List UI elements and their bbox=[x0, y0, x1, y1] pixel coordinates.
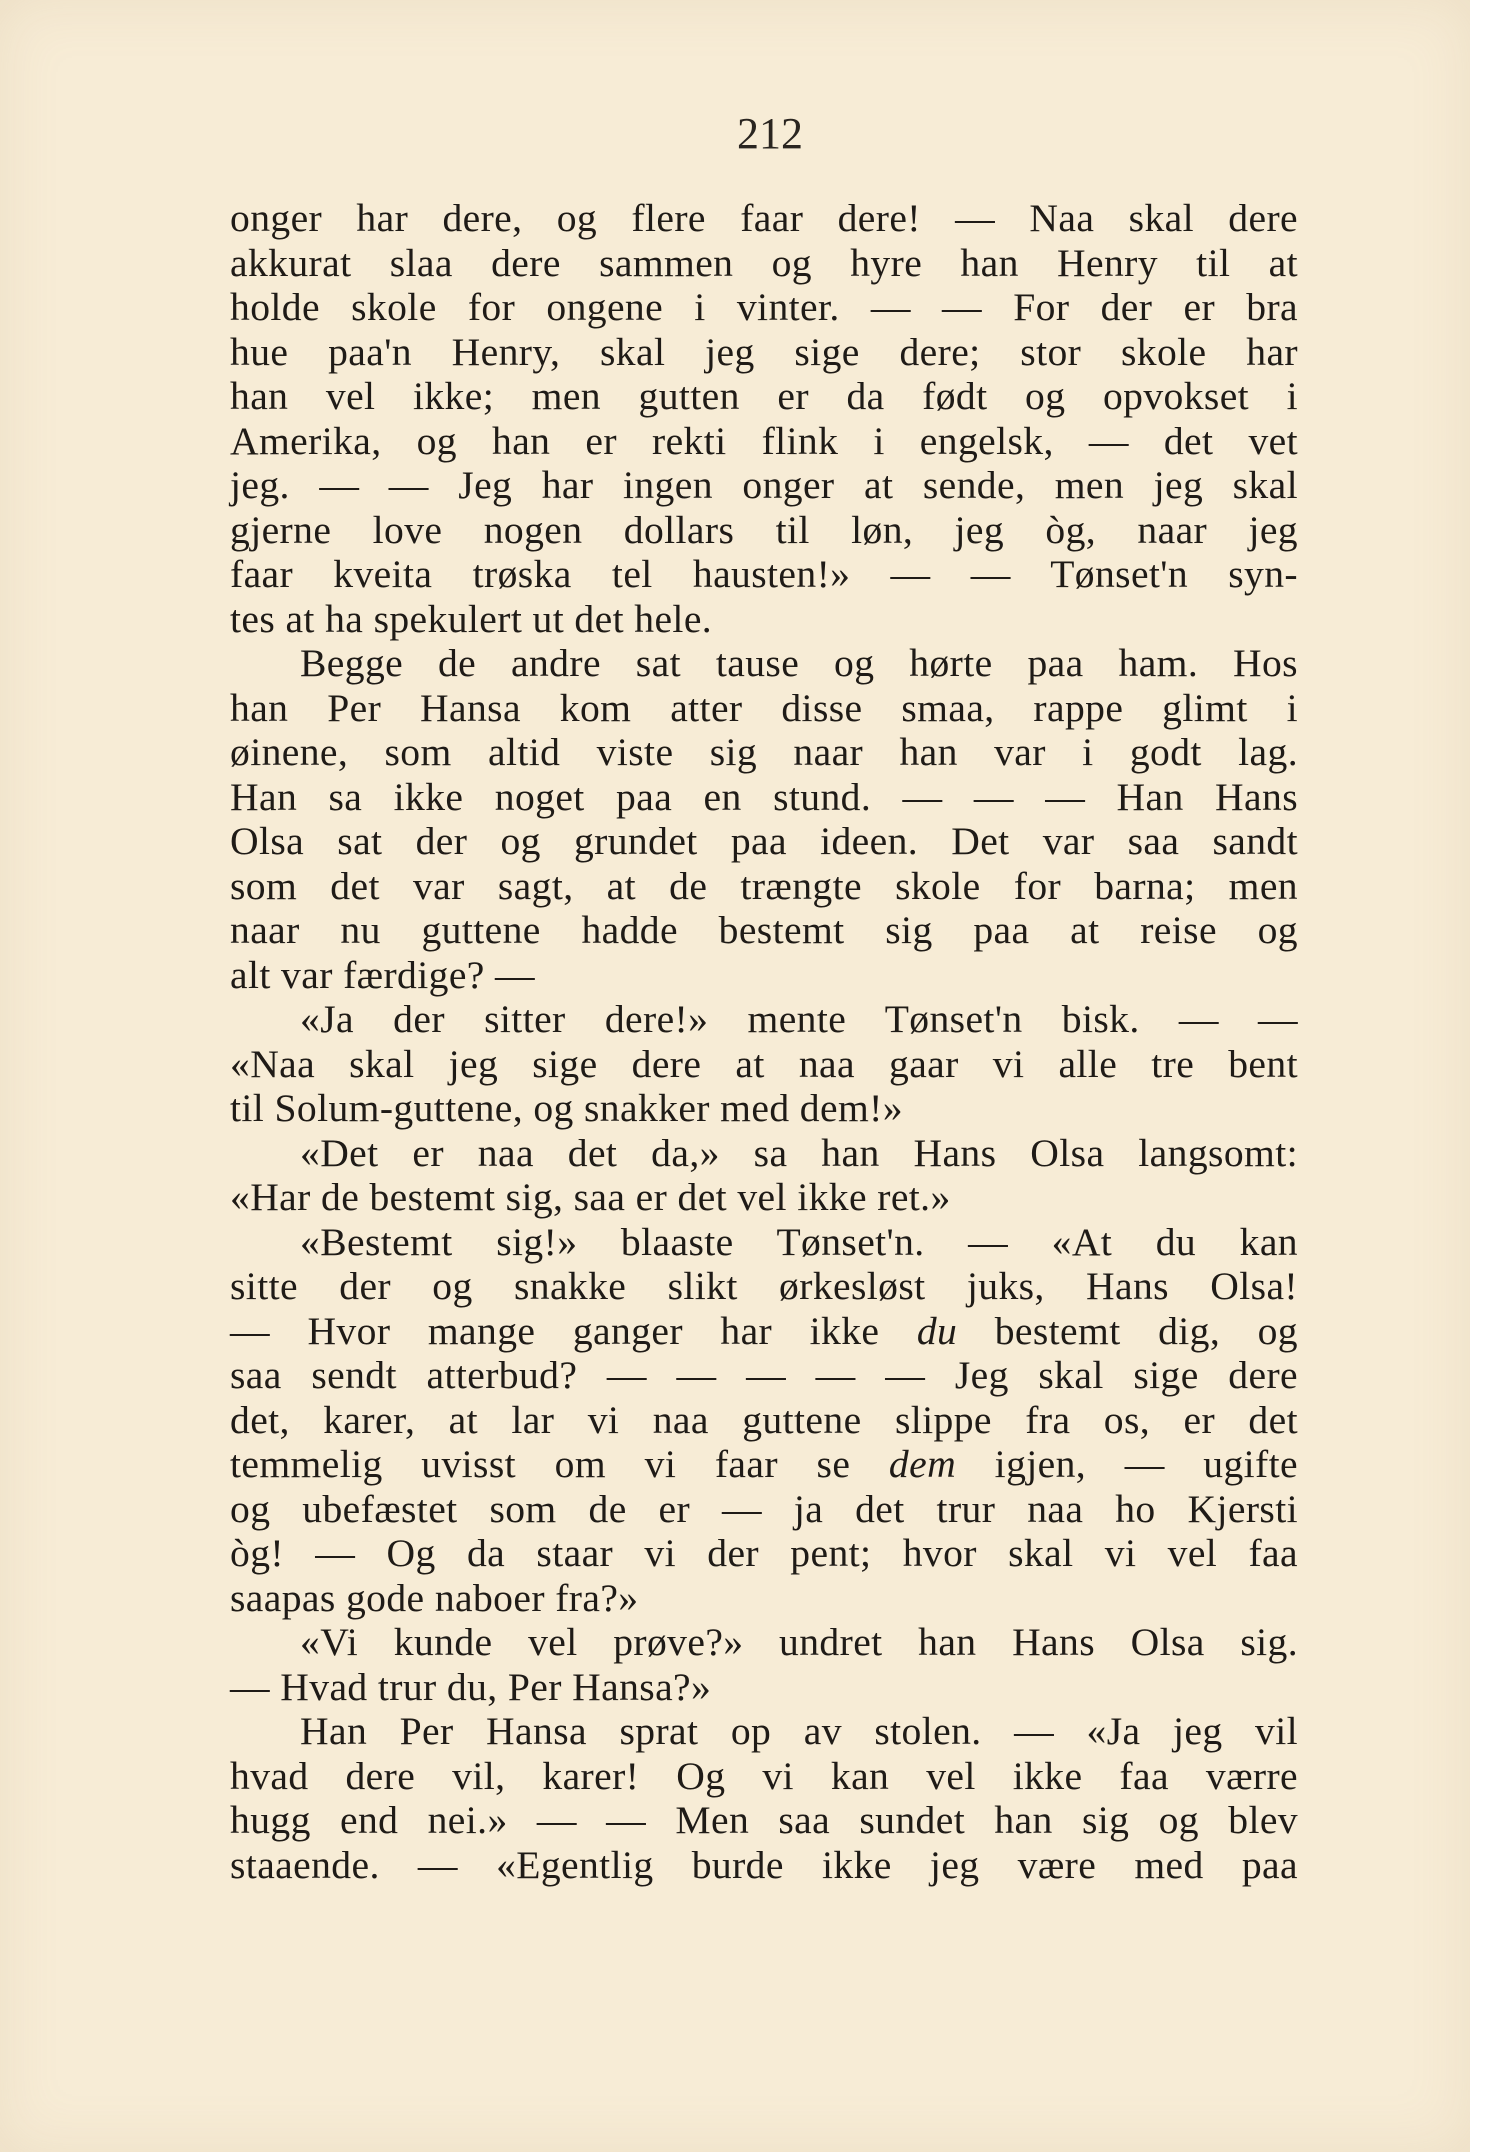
text-line: holde skole for ongene i vinter. — — For der er bra bbox=[230, 285, 1298, 329]
text-line: Begge de andre sat tause og hørte paa ham. Hos bbox=[300, 641, 1298, 685]
text-line: faar kveita trøska tel hausten!» — — Tønset'n syn- bbox=[230, 552, 1298, 596]
text-line: gjerne love nogen dollars til løn, jeg òg, naar jeg bbox=[230, 507, 1298, 552]
text-line: «Bestemt sig!» blaaste Tønset'n. — «At du kan bbox=[300, 1219, 1298, 1264]
text-line: Han Per Hansa sprat op av stolen. — «Ja jeg vil bbox=[300, 1709, 1298, 1753]
text-line: det, karer, at lar vi naa guttene slippe fra os, er det bbox=[230, 1397, 1298, 1442]
text-line: Han sa ikke noget paa en stund. — — — Han Hans bbox=[230, 774, 1298, 819]
text-line: øinene, som altid viste sig naar han var i godt lag. bbox=[230, 730, 1298, 774]
text-line: «Vi kunde vel prøve?» undret han Hans Olsa sig. bbox=[300, 1620, 1298, 1664]
text-line: — Hvor mange ganger har ikke du bestemt dig, og bbox=[230, 1308, 1298, 1353]
text-line: onger har dere, og flere faar dere! — Naa skal dere bbox=[230, 196, 1298, 240]
page-body-text bbox=[230, 196, 1298, 1887]
text-line: akkurat slaa dere sammen og hyre han Henry til at bbox=[230, 240, 1298, 285]
page-number: 212 bbox=[737, 109, 803, 158]
text-line: saa sendt atterbud? — — — — — Jeg skal sige dere bbox=[230, 1353, 1298, 1397]
text-line: hue paa'n Henry, skal jeg sige dere; stor skole har bbox=[230, 329, 1298, 374]
text-line: og ubefæstet som de er — ja det trur naa ho Kjersti bbox=[230, 1486, 1298, 1531]
text-line: alt var færdige? — bbox=[230, 952, 536, 997]
text-line: temmelig uvisst om vi faar se dem igjen, — ugifte bbox=[230, 1442, 1299, 1486]
text-line: naar nu guttene hadde bestemt sig paa at reise og bbox=[230, 908, 1298, 952]
text-line: «Det er naa det da,» sa han Hans Olsa langsomt: bbox=[300, 1130, 1298, 1175]
text-line: hvad dere vil, karer! Og vi kan vel ikke faa værre bbox=[230, 1753, 1298, 1798]
text-line: Olsa sat der og grundet paa ideen. Det var saa sandt bbox=[230, 819, 1298, 863]
text-line: saapas gode naboer fra?» bbox=[230, 1575, 639, 1620]
text-line: som det var sagt, at de trængte skole for barna; men bbox=[230, 863, 1298, 908]
text-line: han Per Hansa kom atter disse smaa, rappe glimt i bbox=[230, 685, 1298, 730]
text-line: «Ja der sitter dere!» mente Tønset'n bisk. — — bbox=[300, 997, 1298, 1041]
text-line: jeg. — — Jeg har ingen onger at sende, men jeg skal bbox=[230, 463, 1298, 507]
text-line: hugg end nei.» — — Men saa sundet han sig og blev bbox=[230, 1798, 1298, 1842]
text-line: òg! — Og da staar vi der pent; hvor skal vi vel faa bbox=[230, 1531, 1298, 1575]
text-line: staaende. — «Egentlig burde ikke jeg være med paa bbox=[230, 1842, 1298, 1887]
text-line: «Har de bestemt sig, saa er det vel ikke ret.» bbox=[230, 1175, 951, 1219]
text-line: til Solum-guttene, og snakker med dem!» bbox=[230, 1086, 903, 1130]
text-line: — Hvad trur du, Per Hansa?» bbox=[230, 1664, 712, 1709]
text-line: «Naa skal jeg sige dere at naa gaar vi alle tre bent bbox=[230, 1041, 1298, 1086]
text-line: sitte der og snakke slikt ørkesløst juks, Hans Olsa! bbox=[230, 1264, 1298, 1308]
text-line: han vel ikke; men gutten er da født og opvokset i bbox=[230, 374, 1298, 418]
text-line: tes at ha spekulert ut det hele. bbox=[230, 596, 713, 641]
text-line: Amerika, og han er rekti flink i engelsk, — det vet bbox=[230, 418, 1298, 463]
